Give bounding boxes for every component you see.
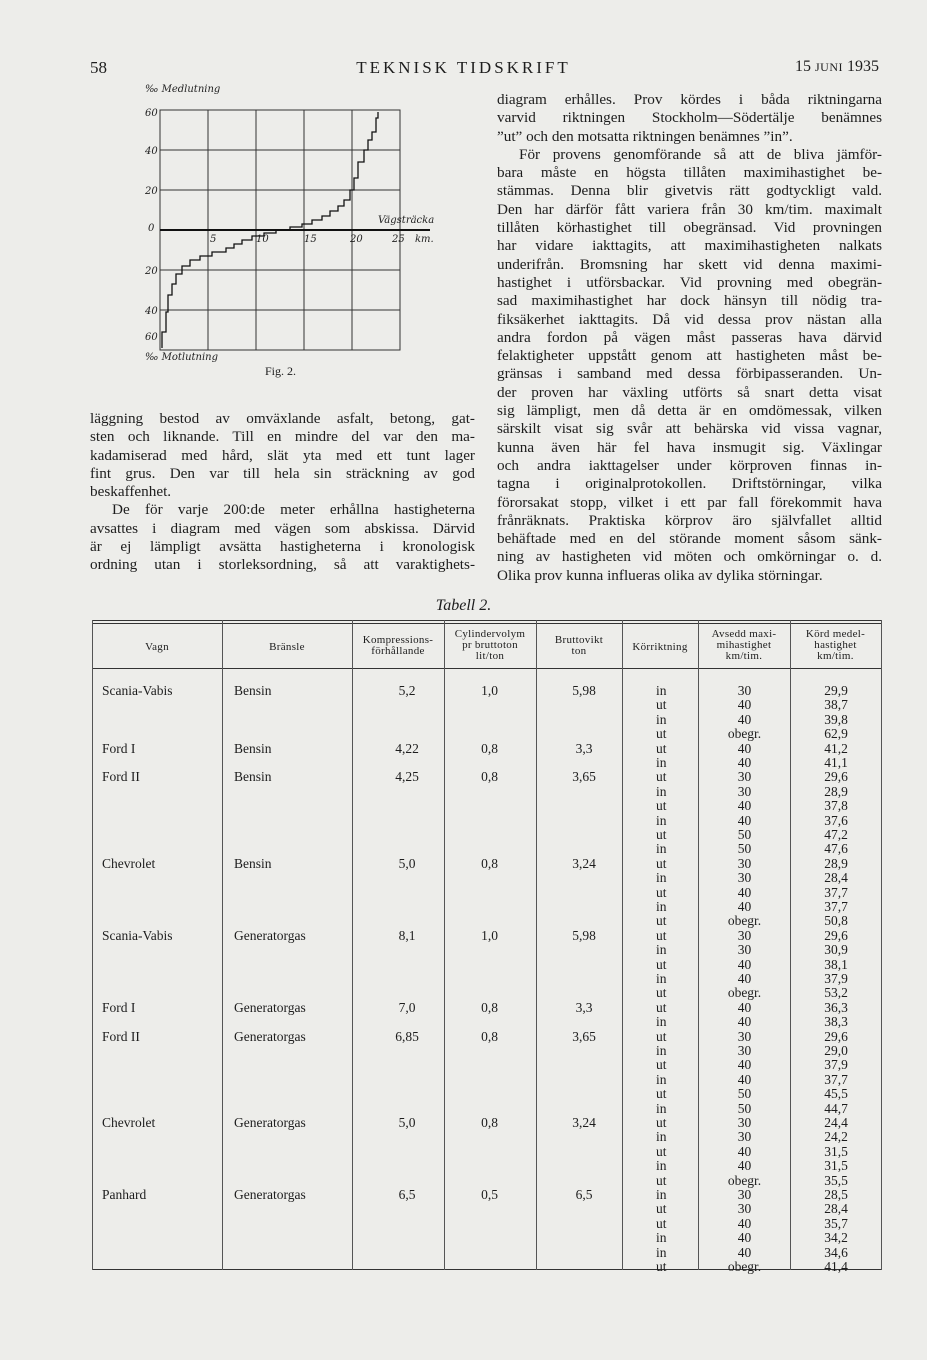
text-line: sad maximihastighet har dock hänsyn till nödig tra- bbox=[497, 292, 882, 310]
intended-speed-cell: 30 bbox=[737, 1115, 752, 1130]
col-divider bbox=[444, 620, 445, 1270]
intended-speed-cell: 50 bbox=[737, 841, 752, 857]
cylinder-volume-cell: 0,8 bbox=[481, 1028, 498, 1044]
direction-cell: in bbox=[656, 1187, 667, 1202]
mean-speed-cell: 37,6 bbox=[824, 812, 848, 828]
paragraph-method bbox=[497, 146, 882, 585]
direction-cell: ut bbox=[656, 798, 667, 814]
th-vagn: Vagn bbox=[145, 641, 169, 653]
fuel-cell: Generatorgas bbox=[234, 1028, 306, 1044]
fuel-cell: Generatorgas bbox=[234, 1187, 306, 1202]
mean-speed-cell: 35,5 bbox=[824, 1172, 848, 1188]
compression-cell: 6,5 bbox=[398, 1187, 416, 1202]
th-kord-line: km/tim. bbox=[817, 650, 854, 662]
intended-speed-cell: 40 bbox=[737, 999, 752, 1015]
intended-speed-cell: 40 bbox=[737, 812, 752, 828]
mean-speed-cell: 50,8 bbox=[824, 913, 848, 929]
vagn-cell: Chevrolet bbox=[102, 855, 156, 871]
cylinder-volume-cell: 0,8 bbox=[481, 769, 498, 785]
x-axis-label: Vägsträcka bbox=[378, 215, 435, 226]
compression-cell: 5,0 bbox=[398, 1115, 416, 1130]
direction-cell: ut bbox=[656, 827, 667, 842]
compression-cell: 5,0 bbox=[398, 855, 416, 871]
intended-speed-cell: 40 bbox=[737, 1143, 752, 1159]
cylinder-volume-cell: 1,0 bbox=[481, 927, 498, 943]
th-avs-line: Avsedd maxi- bbox=[711, 628, 777, 640]
intended-speed-cell: 30 bbox=[737, 683, 752, 698]
compression-cell: 8,1 bbox=[398, 927, 416, 943]
direction-cell: in bbox=[656, 870, 667, 886]
direction-cell: ut bbox=[656, 956, 667, 972]
text-line: behäftade med en del störande moment såsom sänk- bbox=[497, 530, 882, 548]
intended-speed-cell: 40 bbox=[737, 711, 752, 727]
vagn-cell: Ford II bbox=[102, 769, 140, 785]
cylinder-volume-cell: 1,0 bbox=[481, 683, 498, 698]
th-rikt: Körriktning bbox=[632, 641, 688, 653]
mean-speed-cell: 28,4 bbox=[824, 1201, 848, 1217]
mean-speed-cell: 34,6 bbox=[824, 1244, 848, 1260]
x-tick-10: 10 bbox=[256, 234, 269, 245]
paragraph-directions bbox=[497, 91, 882, 146]
y-tick-20-bottom: 20 bbox=[145, 266, 158, 277]
intended-speed-cell: 40 bbox=[737, 798, 752, 814]
mean-speed-cell: 47,2 bbox=[824, 827, 848, 842]
text-line: diagram erhålles. Prov kördes i båda riktningarna bbox=[497, 91, 882, 108]
page-number: 58 bbox=[90, 58, 107, 77]
fuel-cell: Bensin bbox=[234, 855, 272, 871]
compression-cell: 7,0 bbox=[398, 999, 416, 1015]
mean-speed-cell: 36,3 bbox=[824, 999, 848, 1015]
th-avs-line: mihastighet bbox=[716, 639, 772, 651]
text-line: De för varje 200:de meter erhållna hastigheterna bbox=[112, 501, 475, 519]
compression-cell: 4,25 bbox=[395, 769, 419, 785]
vagn-cell: Ford II bbox=[102, 1028, 140, 1044]
direction-cell: ut bbox=[656, 769, 667, 785]
text-line: tagna i originalprotokollen. Driftstörningar, vilka bbox=[497, 475, 882, 493]
intended-speed-cell: obegr. bbox=[727, 726, 762, 742]
direction-cell: ut bbox=[656, 1115, 667, 1130]
th-cyl bbox=[444, 629, 536, 662]
direction-cell: in bbox=[656, 971, 667, 986]
mean-speed-cell: 62,9 bbox=[824, 726, 848, 742]
cylinder-volume-cell: 0,8 bbox=[481, 999, 498, 1015]
intended-speed-cell: 40 bbox=[737, 1244, 752, 1260]
direction-cell: in bbox=[656, 1014, 667, 1030]
text-line: För provens genomförande så att de bliva jämför- bbox=[519, 145, 882, 163]
mean-speed-cell: 41,4 bbox=[824, 1259, 848, 1274]
mean-speed-cell: 30,9 bbox=[824, 942, 848, 958]
mean-speed-cell: 28,9 bbox=[824, 783, 848, 799]
mean-speed-cell: 44,7 bbox=[824, 1100, 848, 1116]
fuel-cell: Bensin bbox=[234, 740, 272, 756]
vagn-cell: Panhard bbox=[102, 1187, 147, 1202]
text-line: är ej lämpligt avsätta hastigheterna i kronologisk bbox=[90, 538, 475, 556]
direction-cell: ut bbox=[656, 913, 667, 929]
mean-speed-cell: 31,5 bbox=[824, 1158, 848, 1174]
mean-speed-cell: 38,3 bbox=[824, 1014, 848, 1030]
gross-weight-cell: 3,3 bbox=[575, 999, 593, 1015]
text-line: ”ut” och den motsatta riktningen benämnes ”in”. bbox=[497, 127, 793, 145]
direction-cell: ut bbox=[656, 927, 667, 943]
text-line: ning av hastigheten vid möten och omkörningar o. d. bbox=[497, 548, 882, 566]
gross-weight-cell: 3,24 bbox=[572, 855, 596, 871]
intended-speed-cell: 50 bbox=[737, 827, 752, 842]
th-brut-line: Bruttovikt bbox=[554, 634, 604, 646]
direction-cell: ut bbox=[656, 697, 667, 713]
text-line: läggning bestod av omväxlande asfalt, betong, gat- bbox=[90, 410, 475, 427]
direction-cell: in bbox=[656, 942, 667, 958]
mean-speed-cell: 41,1 bbox=[824, 755, 848, 770]
mean-speed-cell: 31,5 bbox=[824, 1143, 848, 1159]
intended-speed-cell: 40 bbox=[737, 740, 752, 756]
mean-speed-cell: 34,2 bbox=[824, 1230, 848, 1246]
intended-speed-cell: 30 bbox=[737, 1028, 752, 1044]
intended-speed-cell: 30 bbox=[737, 855, 752, 871]
mean-speed-cell: 24,2 bbox=[824, 1129, 848, 1145]
y-label-top: ‰ Medlutning bbox=[145, 84, 221, 95]
results-table bbox=[92, 620, 882, 1274]
text-line: Den har därför fått variera från 30 km/tim. maximalt bbox=[497, 200, 882, 218]
intended-speed-cell: 30 bbox=[737, 1187, 752, 1202]
text-line: kunna även här fel hava insmugit sig. Växlingar bbox=[497, 438, 882, 456]
mean-speed-cell: 37,8 bbox=[824, 798, 848, 814]
intended-speed-cell: 40 bbox=[737, 755, 752, 770]
th-cyl-line: lit/ton bbox=[475, 650, 505, 662]
text-line: gränsas i samband med dessa förbipasseranden. Un- bbox=[497, 365, 882, 383]
gross-weight-cell: 6,5 bbox=[575, 1187, 593, 1202]
paragraph-diagram bbox=[90, 501, 475, 574]
intended-speed-cell: 30 bbox=[737, 769, 752, 785]
cylinder-volume-cell: 0,8 bbox=[481, 855, 498, 871]
cylinder-volume-cell: 0,8 bbox=[481, 1115, 498, 1130]
intended-speed-cell: obegr. bbox=[727, 985, 762, 1001]
mean-speed-cell: 28,5 bbox=[824, 1187, 848, 1202]
text-line: förorsakat stopp, vilket i ett par fall förekommit hava bbox=[497, 493, 882, 511]
gross-weight-cell: 3,3 bbox=[575, 740, 593, 756]
th-avs-line: km/tim. bbox=[725, 650, 763, 662]
x-tick-20: 20 bbox=[350, 234, 363, 245]
intended-speed-cell: 40 bbox=[737, 1057, 752, 1073]
th-kord-line: Körd medel- bbox=[805, 628, 866, 640]
direction-cell: ut bbox=[656, 1172, 667, 1188]
x-tick-25: 25 bbox=[392, 234, 405, 245]
fuel-cell: Bensin bbox=[234, 769, 272, 785]
intended-speed-cell: obegr. bbox=[727, 913, 762, 929]
mean-speed-cell: 38,1 bbox=[824, 956, 848, 972]
table-top-rule bbox=[92, 620, 882, 621]
direction-cell: in bbox=[656, 711, 667, 727]
col-divider bbox=[536, 620, 537, 1270]
intended-speed-cell: 50 bbox=[737, 1100, 752, 1116]
fuel-cell: Generatorgas bbox=[234, 999, 306, 1015]
direction-cell: in bbox=[656, 1129, 667, 1145]
direction-cell: ut bbox=[656, 985, 667, 1001]
text-line: bara måste en högsta tillåten maximihastighet be- bbox=[497, 164, 882, 182]
direction-cell: in bbox=[656, 1244, 667, 1260]
direction-cell: ut bbox=[656, 1143, 667, 1159]
direction-cell: in bbox=[656, 899, 667, 914]
compression-cell: 6,85 bbox=[395, 1028, 419, 1044]
text-line: stämmas. Denna blir givetvis rätt godtyckligt vald. bbox=[497, 182, 882, 200]
mean-speed-cell: 37,7 bbox=[824, 1071, 848, 1087]
text-line: sten och liknande. Till en mindre del var den ma- bbox=[90, 428, 475, 446]
fuel-cell: Generatorgas bbox=[234, 1115, 306, 1130]
text-line: sig lämpligt, men då detta är en omdömessak, vilken bbox=[497, 402, 882, 420]
fuel-cell: Bensin bbox=[234, 683, 272, 698]
intended-speed-cell: 30 bbox=[737, 1201, 752, 1217]
direction-cell: ut bbox=[656, 726, 667, 742]
issue-day: 15 bbox=[795, 58, 811, 75]
direction-cell: ut bbox=[656, 1259, 667, 1274]
mean-speed-cell: 53,2 bbox=[824, 985, 848, 1001]
text-line: beskaffenhet. bbox=[90, 483, 172, 501]
intended-speed-cell: 30 bbox=[737, 927, 752, 943]
y-tick-20-top: 20 bbox=[145, 186, 158, 197]
mean-speed-cell: 37,9 bbox=[824, 1057, 848, 1073]
intended-speed-cell: 40 bbox=[737, 1230, 752, 1246]
th-bransle: Bränsle bbox=[269, 641, 305, 653]
text-line: fiksäkerhet iakttagits. Då vid dessa prov nästan alla bbox=[497, 310, 882, 328]
direction-cell: ut bbox=[656, 999, 667, 1015]
th-cyl-line: pr bruttoton bbox=[462, 639, 518, 651]
text-line: Olika prov kunna influeras olika av dylika störningar. bbox=[497, 566, 823, 584]
figure-caption: Fig. 2. bbox=[265, 364, 297, 378]
intended-speed-cell: obegr. bbox=[727, 1172, 762, 1188]
intended-speed-cell: 40 bbox=[737, 884, 752, 900]
x-tick-15: 15 bbox=[304, 234, 317, 245]
vagn-cell: Ford I bbox=[102, 740, 136, 756]
vagn-cell: Scania-Vabis bbox=[102, 683, 173, 698]
intended-speed-cell: 40 bbox=[737, 1215, 752, 1231]
intended-speed-cell: 40 bbox=[737, 956, 752, 972]
x-tick-5: 5 bbox=[210, 234, 217, 245]
cylinder-volume-cell: 0,8 bbox=[481, 740, 498, 756]
th-kord-line: hastighet bbox=[814, 639, 857, 651]
th-cyl-line: Cylindervolym bbox=[454, 628, 526, 640]
gross-weight-cell: 3,65 bbox=[572, 1028, 596, 1044]
mean-speed-cell: 37,7 bbox=[824, 899, 848, 914]
intended-speed-cell: 40 bbox=[737, 899, 752, 914]
direction-cell: in bbox=[656, 841, 667, 857]
mean-speed-cell: 37,9 bbox=[824, 971, 848, 986]
gross-weight-cell: 3,24 bbox=[572, 1115, 596, 1130]
x-axis-unit: km. bbox=[415, 234, 434, 245]
direction-cell: in bbox=[656, 755, 667, 770]
direction-cell: ut bbox=[656, 1215, 667, 1231]
gross-weight-cell: 5,98 bbox=[572, 927, 596, 943]
y-label-bottom: ‰ Motlutning bbox=[145, 352, 219, 363]
y-tick-60-bottom: 60 bbox=[145, 332, 158, 343]
th-brut bbox=[536, 635, 622, 657]
right-column bbox=[497, 91, 882, 585]
gross-weight-cell: 5,98 bbox=[572, 683, 596, 698]
intended-speed-cell: 50 bbox=[737, 1086, 752, 1102]
gradient-diagram bbox=[130, 80, 460, 380]
intended-speed-cell: 40 bbox=[737, 697, 752, 713]
y-tick-60-top: 60 bbox=[145, 108, 158, 119]
th-komp-line: Kompressions- bbox=[362, 634, 434, 646]
y-tick-zero: 0 bbox=[148, 223, 155, 234]
th-komp bbox=[352, 635, 444, 657]
mean-speed-cell: 29,6 bbox=[824, 927, 848, 943]
direction-cell: ut bbox=[656, 884, 667, 900]
th-kord bbox=[790, 629, 881, 662]
text-line: ordning utan i storleksordning, så att varaktighets- bbox=[90, 556, 475, 574]
mean-speed-cell: 28,4 bbox=[824, 870, 848, 886]
text-line: hastighet i utförsbackar. Vid provning med obegrän- bbox=[497, 273, 882, 291]
text-line: och andra iakttagelser under körproven finnas in- bbox=[497, 456, 882, 474]
mean-speed-cell: 29,6 bbox=[824, 769, 848, 785]
gradient-figure bbox=[130, 80, 460, 380]
y-tick-40-bottom: 40 bbox=[145, 306, 158, 317]
text-line: särskilt visat sig svår att behärska vid vissa vagnar, bbox=[497, 420, 882, 438]
col-divider bbox=[222, 620, 223, 1270]
direction-cell: in bbox=[656, 1158, 667, 1174]
mean-speed-cell: 28,9 bbox=[824, 855, 848, 871]
fuel-cell: Generatorgas bbox=[234, 927, 306, 943]
intended-speed-cell: obegr. bbox=[727, 1259, 762, 1274]
th-komp-line: förhållande bbox=[371, 645, 425, 657]
text-line: felaktigheter uppstått genom att hastigheten måst be- bbox=[497, 347, 882, 365]
intended-speed-cell: 40 bbox=[737, 971, 752, 986]
table-header-rule bbox=[92, 668, 882, 669]
mean-speed-cell: 29,6 bbox=[824, 1028, 848, 1044]
text-line: har vidare iakttagits, att maximihastigheten nalkats bbox=[497, 237, 882, 255]
direction-cell: in bbox=[656, 1230, 667, 1246]
direction-cell: ut bbox=[656, 1086, 667, 1102]
intended-speed-cell: 30 bbox=[737, 942, 752, 958]
mean-speed-cell: 39,8 bbox=[824, 711, 848, 727]
issue-month: JUNI bbox=[815, 60, 843, 74]
intended-speed-cell: 40 bbox=[737, 1014, 752, 1030]
text-line: andra fordon på vägen måst passeras hava därvid bbox=[497, 328, 882, 346]
direction-cell: ut bbox=[656, 1201, 667, 1217]
col-divider bbox=[881, 620, 882, 1270]
text-line: frånräknats. Praktiska körprov äro självfallet alltid bbox=[497, 511, 882, 529]
table-title: Tabell 2. bbox=[435, 597, 492, 614]
col-divider bbox=[622, 620, 623, 1270]
gross-weight-cell: 3,65 bbox=[572, 769, 596, 785]
mean-speed-cell: 47,6 bbox=[824, 841, 848, 857]
compression-cell: 5,2 bbox=[398, 683, 416, 698]
text-line: kadamiserad med hård, slät yta med ett tunt lager bbox=[90, 446, 475, 464]
direction-cell: in bbox=[656, 812, 667, 828]
mean-speed-cell: 37,7 bbox=[824, 884, 848, 900]
th-avs bbox=[698, 629, 790, 662]
paragraph-road bbox=[90, 410, 475, 501]
text-line: tillåten körhastighet till obegränsad. Vid provningen bbox=[497, 219, 882, 237]
col-divider bbox=[352, 620, 353, 1270]
text-line: fint grus. Den var till hela sin sträckning av god bbox=[90, 464, 475, 482]
direction-cell: in bbox=[656, 1100, 667, 1116]
mean-speed-cell: 29,9 bbox=[824, 683, 848, 698]
journal-title: TEKNISK TIDSKRIFT bbox=[356, 58, 571, 77]
vagn-cell: Chevrolet bbox=[102, 1115, 156, 1130]
intended-speed-cell: 30 bbox=[737, 870, 752, 886]
direction-cell: in bbox=[656, 783, 667, 799]
intended-speed-cell: 30 bbox=[737, 783, 752, 799]
y-tick-40-top: 40 bbox=[145, 146, 158, 157]
mean-speed-cell: 24,4 bbox=[824, 1115, 848, 1130]
mean-speed-cell: 38,7 bbox=[824, 697, 848, 713]
intended-speed-cell: 30 bbox=[737, 1129, 752, 1145]
direction-cell: ut bbox=[656, 855, 667, 871]
text-line: der proven har växling utförts så snart detta visat bbox=[497, 383, 882, 401]
intended-speed-cell: 40 bbox=[737, 1158, 752, 1174]
text-line: varvid riktningen Stockholm—Södertälje benämnes bbox=[497, 109, 882, 127]
direction-cell: ut bbox=[656, 1057, 667, 1073]
cylinder-volume-cell: 0,5 bbox=[481, 1187, 498, 1202]
table-top-rule-2 bbox=[92, 623, 882, 624]
mean-speed-cell: 41,2 bbox=[824, 740, 848, 756]
mean-speed-cell: 35,7 bbox=[824, 1215, 848, 1231]
intended-speed-cell: 40 bbox=[737, 1071, 752, 1087]
direction-cell: ut bbox=[656, 740, 667, 756]
text-line: avsattes i diagram med vägen som abskissa. Därvid bbox=[90, 519, 475, 537]
mean-speed-cell: 29,0 bbox=[824, 1043, 848, 1058]
text-line: underifrån. Bromsning har skett vid denna maximi- bbox=[497, 255, 882, 273]
left-column bbox=[90, 410, 475, 575]
mean-speed-cell: 45,5 bbox=[824, 1086, 848, 1102]
col-divider bbox=[92, 620, 93, 1270]
direction-cell: in bbox=[656, 683, 667, 698]
direction-cell: ut bbox=[656, 1028, 667, 1044]
intended-speed-cell: 30 bbox=[737, 1043, 752, 1058]
th-brut-line: ton bbox=[571, 645, 587, 657]
issue-date bbox=[795, 58, 879, 76]
issue-year: 1935 bbox=[847, 58, 879, 75]
vagn-cell: Ford I bbox=[102, 999, 136, 1015]
vagn-cell: Scania-Vabis bbox=[102, 927, 173, 943]
compression-cell: 4,22 bbox=[395, 740, 419, 756]
direction-cell: in bbox=[656, 1071, 667, 1087]
direction-cell: in bbox=[656, 1043, 667, 1058]
